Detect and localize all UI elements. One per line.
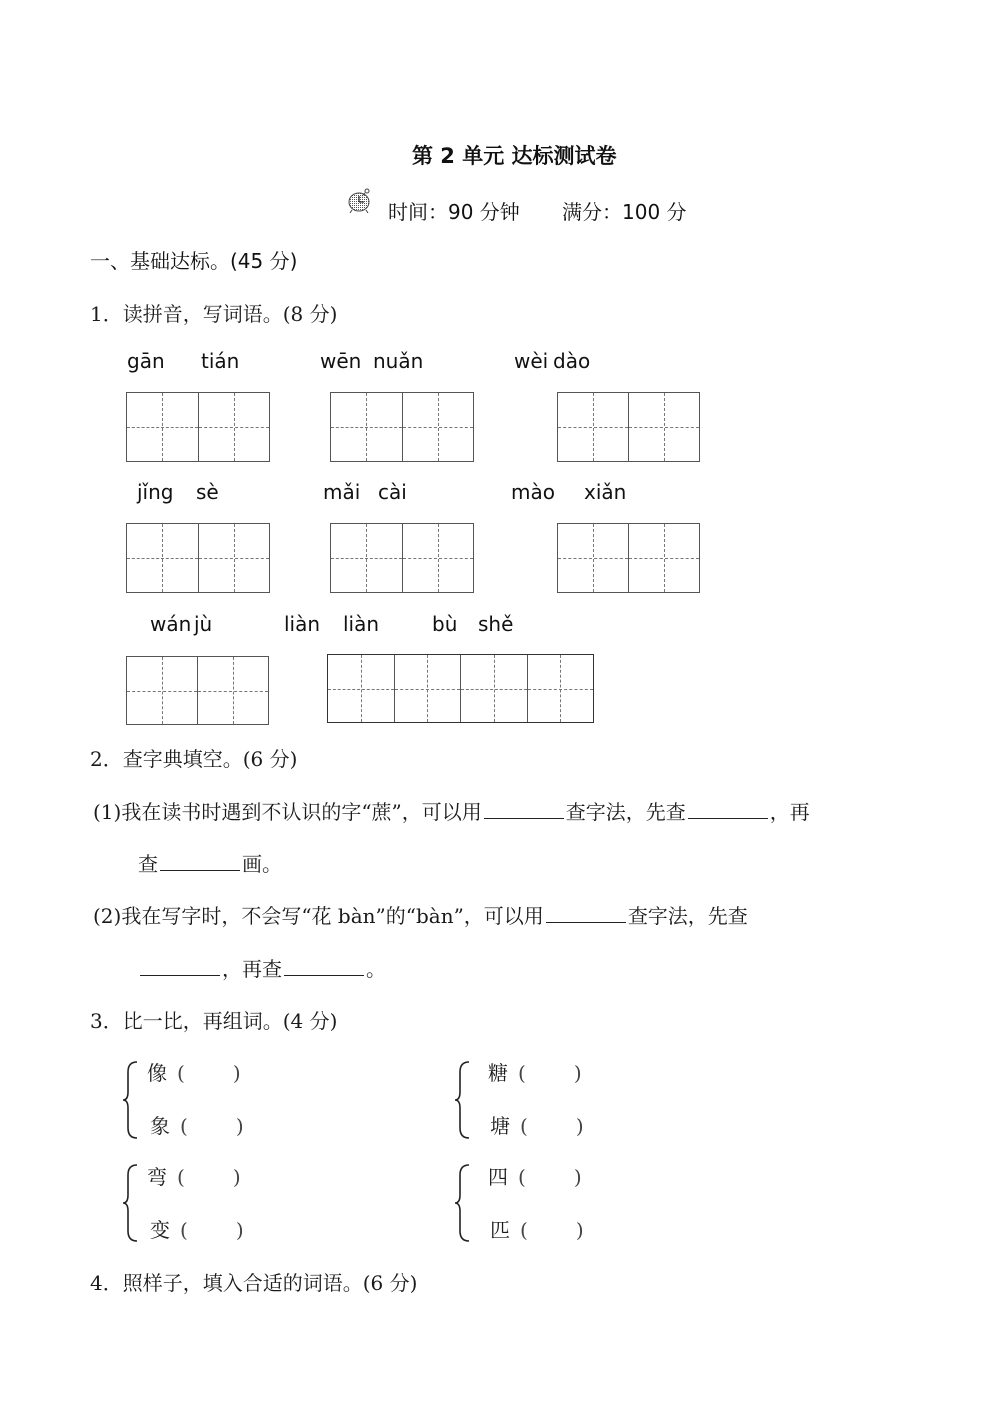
- char: 像: [147, 1061, 167, 1085]
- paren-close: ): [575, 1114, 584, 1138]
- pinyin: sè: [196, 480, 219, 504]
- compare-item: [490, 1110, 584, 1139]
- char-cell[interactable]: [628, 524, 699, 592]
- brace-icon: [122, 1163, 138, 1243]
- question-3-prompt: 3．比一比，再组词。(4 分): [90, 1009, 338, 1033]
- page-title: 第 2 单元 达标测试卷: [412, 144, 617, 168]
- paren-open: (: [520, 1218, 528, 1242]
- writing-grid[interactable]: [126, 656, 269, 725]
- section-heading: 一、基础达标。(45 分): [90, 249, 298, 273]
- compare-item: [147, 1057, 241, 1086]
- char-cell[interactable]: [460, 655, 527, 722]
- pinyin: mǎi: [323, 480, 361, 504]
- text: 。: [366, 957, 386, 981]
- pinyin: shě: [478, 612, 514, 636]
- brace-icon: [454, 1163, 470, 1243]
- char: 象: [150, 1114, 170, 1138]
- char-cell[interactable]: [628, 393, 699, 461]
- char: 塘: [490, 1114, 510, 1138]
- answer-blank[interactable]: [160, 869, 240, 871]
- question-2-item-1-cont: [138, 848, 282, 877]
- writing-grid[interactable]: [330, 392, 474, 462]
- time-label: 时间：90 分钟: [388, 200, 520, 224]
- paren-close: ): [575, 1218, 584, 1242]
- text: 查: [138, 852, 158, 876]
- score-label: 满分：100 分: [562, 200, 687, 224]
- question-2-item-1: [93, 796, 810, 825]
- compare-item: [150, 1110, 244, 1139]
- pinyin: jù: [194, 612, 213, 636]
- char: 弯: [147, 1165, 167, 1189]
- answer-blank[interactable]: [140, 974, 220, 976]
- text: 查字法，先查: [565, 800, 686, 824]
- pinyin: nuǎn: [373, 349, 424, 373]
- pinyin: wēn: [320, 349, 362, 373]
- paren-close: ): [573, 1165, 582, 1189]
- char-cell[interactable]: [127, 657, 197, 724]
- writing-grid[interactable]: [330, 523, 474, 593]
- paren-open: (: [518, 1165, 526, 1189]
- question-2-prompt: 2．查字典填空。(6 分): [90, 747, 298, 771]
- compare-item: [147, 1161, 241, 1190]
- pinyin: mào: [511, 480, 555, 504]
- text: ，再: [769, 800, 810, 824]
- compare-item: [150, 1214, 244, 1243]
- paren-close: ): [235, 1218, 244, 1242]
- char: 变: [150, 1218, 170, 1242]
- answer-blank[interactable]: [688, 817, 768, 819]
- writing-grid[interactable]: [126, 392, 270, 462]
- char: 四: [488, 1165, 508, 1189]
- pinyin: tián: [201, 349, 240, 373]
- alarm-clock-icon: [346, 187, 374, 213]
- pinyin: dào: [553, 349, 591, 373]
- paren-open: (: [180, 1218, 188, 1242]
- pinyin: gān: [127, 349, 165, 373]
- pinyin: liàn: [343, 612, 380, 636]
- answer-blank[interactable]: [484, 817, 564, 819]
- brace-icon: [122, 1060, 138, 1140]
- paren-close: ): [232, 1165, 241, 1189]
- paren-open: (: [177, 1061, 185, 1085]
- char-cell[interactable]: [331, 393, 402, 461]
- brace-icon: [454, 1060, 470, 1140]
- paren-close: ): [232, 1061, 241, 1085]
- text: 画。: [242, 852, 282, 876]
- compare-item: [488, 1161, 582, 1190]
- char: 糖: [488, 1061, 508, 1085]
- question-2-item-2-cont: [138, 953, 386, 982]
- answer-blank[interactable]: [284, 974, 364, 976]
- char: 匹: [490, 1218, 510, 1242]
- pinyin: cài: [378, 480, 407, 504]
- char-cell[interactable]: [331, 524, 402, 592]
- char-cell[interactable]: [402, 524, 474, 592]
- writing-grid[interactable]: [557, 523, 700, 593]
- text: 查字法，先查: [627, 904, 748, 928]
- pinyin: xiǎn: [584, 480, 627, 504]
- answer-blank[interactable]: [546, 921, 626, 923]
- pinyin: wán: [150, 612, 192, 636]
- question-2-item-2: [93, 900, 748, 929]
- question-4-prompt: 4．照样子，填入合适的词语。(6 分): [90, 1271, 418, 1295]
- paren-open: (: [520, 1114, 528, 1138]
- char-cell[interactable]: [127, 393, 198, 461]
- question-1-prompt: 1．读拼音，写词语。(8 分): [90, 302, 338, 326]
- char-cell[interactable]: [127, 524, 198, 592]
- text: (1)我在读书时遇到不认识的字“蔗”，可以用: [93, 800, 482, 824]
- pinyin: bù: [432, 612, 458, 636]
- char-cell[interactable]: [558, 393, 628, 461]
- char-cell[interactable]: [558, 524, 628, 592]
- char-cell[interactable]: [394, 655, 461, 722]
- char-cell[interactable]: [527, 655, 594, 722]
- pinyin: wèi: [514, 349, 549, 373]
- compare-item: [488, 1057, 582, 1086]
- writing-grid[interactable]: [327, 654, 594, 723]
- writing-grid[interactable]: [557, 392, 700, 462]
- paren-open: (: [518, 1061, 526, 1085]
- text: ，再查: [222, 957, 282, 981]
- paren-open: (: [177, 1165, 185, 1189]
- writing-grid[interactable]: [126, 523, 270, 593]
- char-cell[interactable]: [402, 393, 474, 461]
- text: (2)我在写字时，不会写“花 bàn”的“bàn”，可以用: [93, 904, 544, 928]
- paren-close: ): [573, 1061, 582, 1085]
- char-cell[interactable]: [197, 657, 268, 724]
- char-cell[interactable]: [198, 393, 270, 461]
- paren-open: (: [180, 1114, 188, 1138]
- pinyin: jǐng: [137, 480, 174, 504]
- char-cell[interactable]: [328, 655, 394, 722]
- pinyin: liàn: [284, 612, 321, 636]
- char-cell[interactable]: [198, 524, 270, 592]
- paren-close: ): [235, 1114, 244, 1138]
- compare-item: [490, 1214, 584, 1243]
